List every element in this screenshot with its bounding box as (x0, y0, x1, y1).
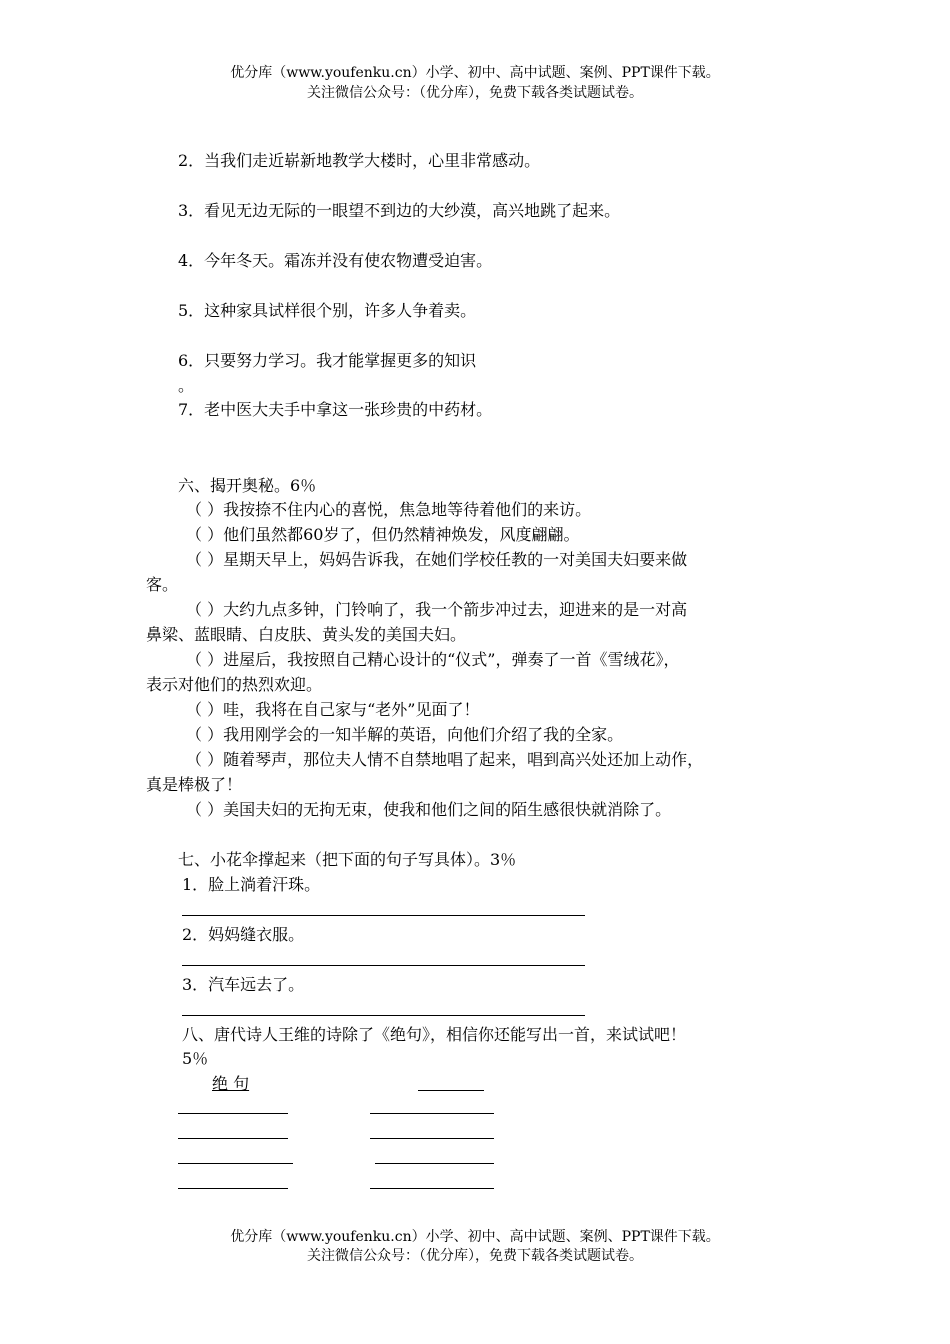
s6-line: 鼻梁、蓝眼睛、白皮肤、黄头发的美国夫妇。 (146, 625, 467, 644)
poem-line[interactable] (370, 1188, 494, 1189)
s6-line: （ ）哇，我将在自己家与“老外”见面了！ (186, 700, 480, 719)
poem-line[interactable] (178, 1138, 288, 1139)
page-footer-line2: 关注微信公众号：（优分库），免费下载各类试题试卷。 (307, 1248, 643, 1264)
s7-item-2: 2．妈妈缝衣服。 (182, 925, 305, 944)
poem-author-line[interactable] (418, 1090, 484, 1091)
s6-line: （ ）他们虽然都60岁了，但仍然精神焕发，风度翩翩。 (186, 525, 580, 544)
s6-line: 真是棒极了！ (146, 775, 243, 794)
s6-line: （ ）进屋后，我按照自己精心设计的“仪式”，弹奏了一首《雪绒花》， (186, 650, 680, 669)
page-footer-line1: 优分库（www.youfenku.cn）小学、初中、高中试题、案例、PPT课件下载。 (230, 1229, 720, 1245)
poem-line[interactable] (370, 1113, 494, 1114)
s6-line: （ ）我按捺不住内心的喜悦，焦急地等待着他们的来访。 (186, 500, 592, 519)
poem-line[interactable] (375, 1163, 494, 1164)
s8-title: 八、唐代诗人王维的诗除了《绝句》，相信你还能写出一首，来试试吧！ (182, 1025, 687, 1044)
answer-line[interactable] (182, 1015, 585, 1016)
s5-item-4: 4．今年冬天。霜冻并没有使农物遭受迫害。 (178, 251, 493, 270)
s6-line: （ ）我用刚学会的一知半解的英语，向他们介绍了我的全家。 (186, 725, 624, 744)
s5-item-6-cont: 。 (178, 376, 195, 395)
s6-title: 六、揭开奥秘。6％ (178, 476, 317, 495)
s5-item-5: 5．这种家具试样很个别，许多人争着卖。 (178, 301, 477, 320)
poem-title: 绝 句 (212, 1074, 250, 1093)
s7-item-1: 1．脸上淌着汗珠。 (182, 875, 321, 894)
answer-line[interactable] (182, 915, 585, 916)
s7-item-3: 3．汽车远去了。 (182, 975, 305, 994)
poem-line[interactable] (178, 1163, 293, 1164)
s5-item-2: 2．当我们走近崭新地教学大楼时，心里非常感动。 (178, 151, 541, 170)
poem-line[interactable] (178, 1113, 288, 1114)
poem-line[interactable] (178, 1188, 288, 1189)
s6-line: （ ）美国夫妇的无拘无束，使我和他们之间的陌生感很快就消除了。 (186, 800, 672, 819)
page-header-line1: 优分库（www.youfenku.cn）小学、初中、高中试题、案例、PPT课件下载。 (230, 65, 720, 81)
s5-item-3: 3．看见无边无际的一眼望不到边的大纱漠，高兴地跳了起来。 (178, 201, 621, 220)
s6-line: 客。 (146, 575, 179, 594)
s8-title-cont: 5％ (182, 1049, 209, 1068)
poem-line[interactable] (370, 1138, 494, 1139)
s6-line: 表示对他们的热烈欢迎。 (146, 675, 323, 694)
s6-line: （ ）星期天早上，妈妈告诉我，在她们学校任教的一对美国夫妇要来做 (186, 550, 688, 569)
s6-line: （ ）大约九点多钟，门铃响了，我一个箭步冲过去，迎进来的是一对高 (186, 600, 688, 619)
page-header-line2: 关注微信公众号：（优分库），免费下载各类试题试卷。 (307, 85, 643, 101)
s5-item-6: 6．只要努力学习。我才能掌握更多的知识 (178, 351, 477, 370)
s7-title: 七、小花伞撑起来（把下面的句子写具体）。3％ (178, 850, 517, 869)
s5-item-7: 7．老中医大夫手中拿这一张珍贵的中药材。 (178, 400, 493, 419)
answer-line[interactable] (182, 965, 585, 966)
s6-line: （ ）随着琴声，那位夫人情不自禁地唱了起来，唱到高兴处还加上动作， (186, 750, 704, 769)
